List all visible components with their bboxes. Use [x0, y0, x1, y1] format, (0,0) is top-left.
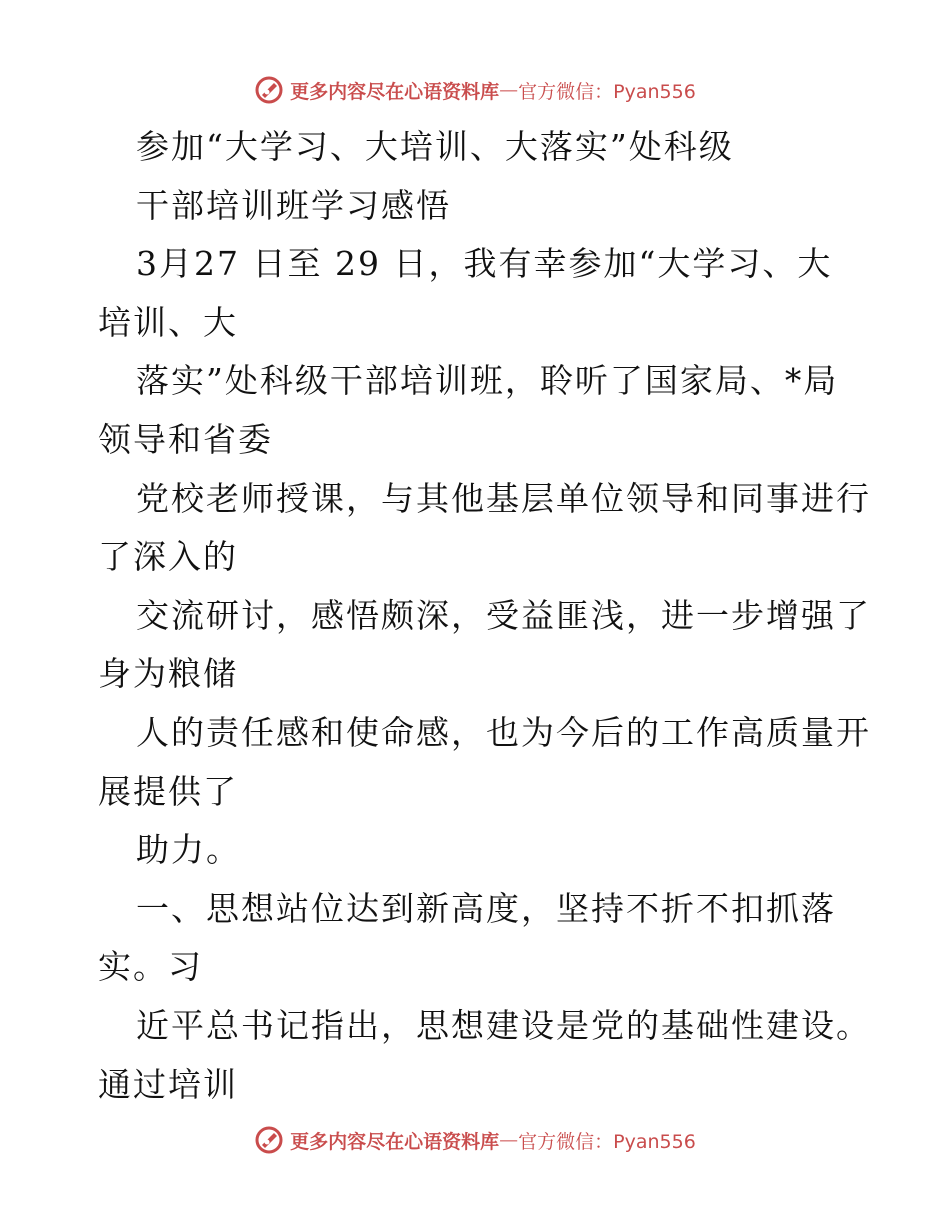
banner-title: 更多内容尽在心语资料库: [290, 1130, 500, 1153]
text-line: 人的责任感和使命感，也为今后的工作高质量开: [136, 712, 871, 752]
banner-dash: —: [499, 79, 519, 101]
text-line: 培训、大: [98, 302, 238, 342]
banner-title: 更多内容尽在心语资料库: [290, 80, 500, 103]
text-line: 参加“大学习、大培训、大落实”处科级: [136, 127, 734, 166]
header-banner: [0, 70, 950, 110]
text-line: 了深入的: [98, 537, 238, 577]
document-body: [98, 118, 871, 1114]
footer-banner: [0, 1120, 950, 1160]
text-line: 交流研讨，感悟颇深，受益匪浅，进一步增强了: [136, 595, 871, 635]
text-line: 身为粮储: [98, 654, 238, 694]
text-line: 落实”处科级干部培训班，聆听了国家局、*局: [136, 361, 839, 401]
logo-icon: [254, 75, 284, 105]
text-line: 实。习: [98, 947, 203, 987]
text-line: 助力。: [136, 830, 241, 870]
text-line: 3月27 日至 29 日，我有幸参加“大学习、大: [136, 244, 833, 284]
logo-icon: [254, 1125, 284, 1155]
banner-wechat: 官方微信：Pyan556: [518, 1130, 696, 1153]
text-line: 党校老师授课，与其他基层单位领导和同事进行: [136, 478, 871, 518]
text-line: 近平总书记指出，思想建设是党的基础性建设。: [136, 1005, 871, 1045]
text-line: 领导和省委: [98, 419, 273, 459]
banner-wechat: 官方微信：Pyan556: [518, 80, 696, 103]
text-line: 一、思想站位达到新高度，坚持不折不扣抓落: [136, 888, 836, 928]
text-line: 展提供了: [98, 771, 238, 811]
text-line: 干部培训班学习感悟: [136, 185, 451, 225]
banner-dash: —: [499, 1129, 519, 1151]
text-line: 通过培训: [98, 1064, 238, 1104]
